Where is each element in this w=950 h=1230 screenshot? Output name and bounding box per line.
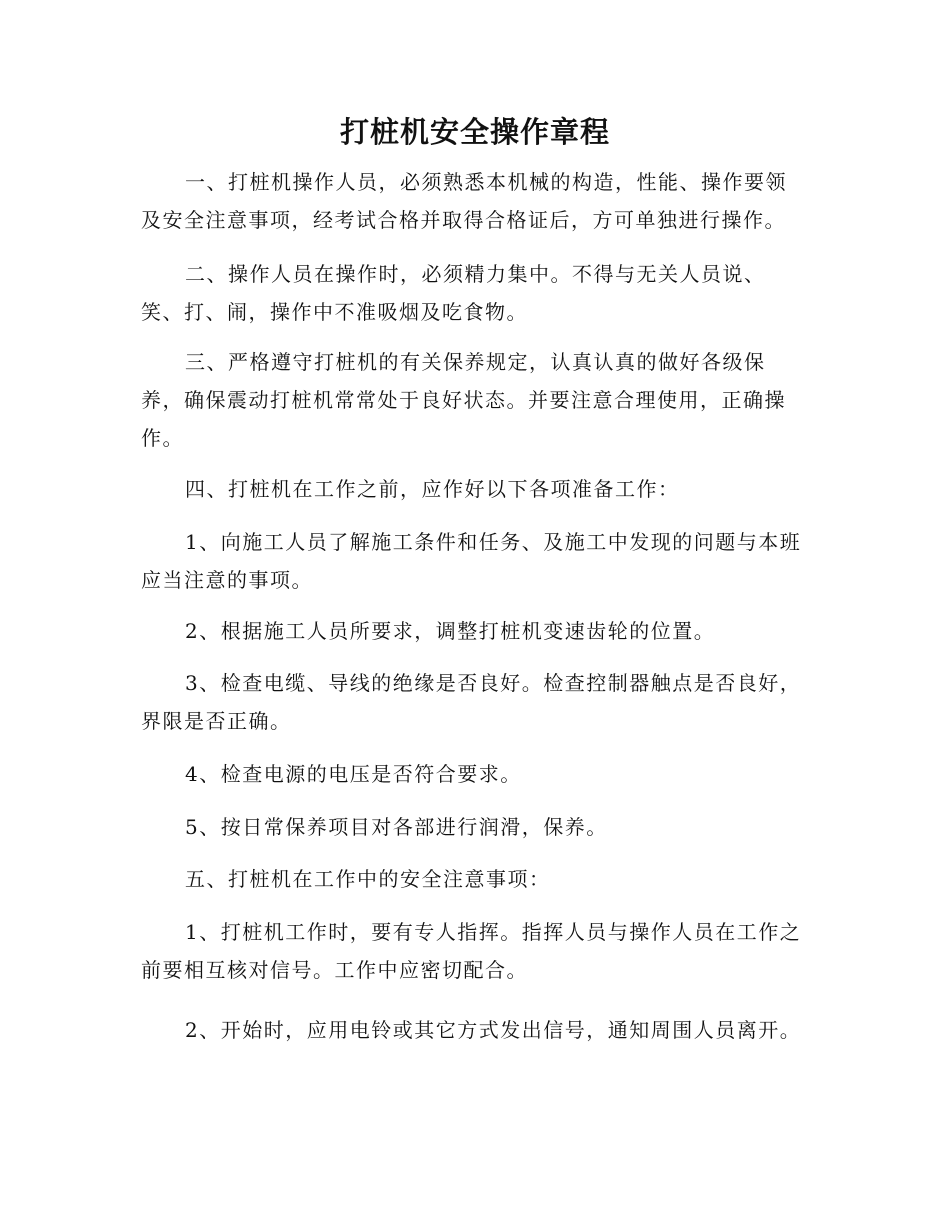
paragraph-line: 1、打桩机工作时，要有专人指挥。指挥人员与操作人员在工作之 — [185, 920, 802, 944]
paragraph-line: 界限是否正确。 — [141, 709, 292, 733]
paragraph-line: 三、严格遵守打桩机的有关保养规定，认真认真的做好各级保 — [185, 350, 766, 374]
paragraph-line: 4、检查电源的电压是否符合要求。 — [185, 762, 522, 786]
document-title: 打桩机安全操作章程 — [339, 115, 610, 149]
paragraph-line: 应当注意的事项。 — [141, 568, 313, 592]
paragraph-line: 前要相互核对信号。工作中应密切配合。 — [141, 958, 528, 982]
paragraph-6 — [141, 612, 809, 650]
paragraph-line: 四、打桩机在工作之前，应作好以下各项准备工作： — [185, 477, 680, 501]
paragraph-10 — [141, 860, 809, 898]
paragraph-8 — [141, 755, 809, 793]
paragraph-2 — [141, 255, 809, 331]
paragraph-line: 2、根据施工人员所要求，调整打桩机变速齿轮的位置。 — [185, 619, 716, 643]
paragraph-line: 1、向施工人员了解施工条件和任务、及施工中发现的问题与本班 — [185, 530, 802, 554]
paragraph-5 — [141, 523, 809, 599]
paragraph-12 — [141, 1011, 809, 1049]
paragraph-line: 养，确保震动打桩机常常处于良好状态。并要注意合理使用，正确操 — [141, 388, 786, 412]
paragraph-line: 二、操作人员在操作时，必须精力集中。不得与无关人员说、 — [185, 262, 766, 286]
paragraph-7 — [141, 664, 809, 740]
paragraph-line: 3、检查电缆、导线的绝缘是否良好。检查控制器触点是否良好， — [185, 671, 802, 695]
paragraph-3 — [141, 343, 809, 457]
paragraph-line: 及安全注意事项，经考试合格并取得合格证后，方可单独进行操作。 — [141, 208, 786, 232]
paragraph-1 — [141, 163, 809, 239]
paragraph-line: 2、开始时，应用电铃或其它方式发出信号，通知周围人员离开。 — [185, 1018, 802, 1042]
paragraph-line: 笑、打、闹，操作中不准吸烟及吃食物。 — [141, 300, 528, 324]
paragraph-line: 一、打桩机操作人员，必须熟悉本机械的构造，性能、操作要领 — [185, 170, 787, 194]
paragraph-line: 作。 — [141, 426, 184, 450]
paragraph-11 — [141, 913, 809, 989]
paragraph-line: 五、打桩机在工作中的安全注意事项： — [185, 867, 551, 891]
paragraph-9 — [141, 808, 809, 846]
paragraph-line: 5、按日常保养项目对各部进行润滑，保养。 — [185, 815, 608, 839]
paragraph-4 — [141, 470, 809, 508]
